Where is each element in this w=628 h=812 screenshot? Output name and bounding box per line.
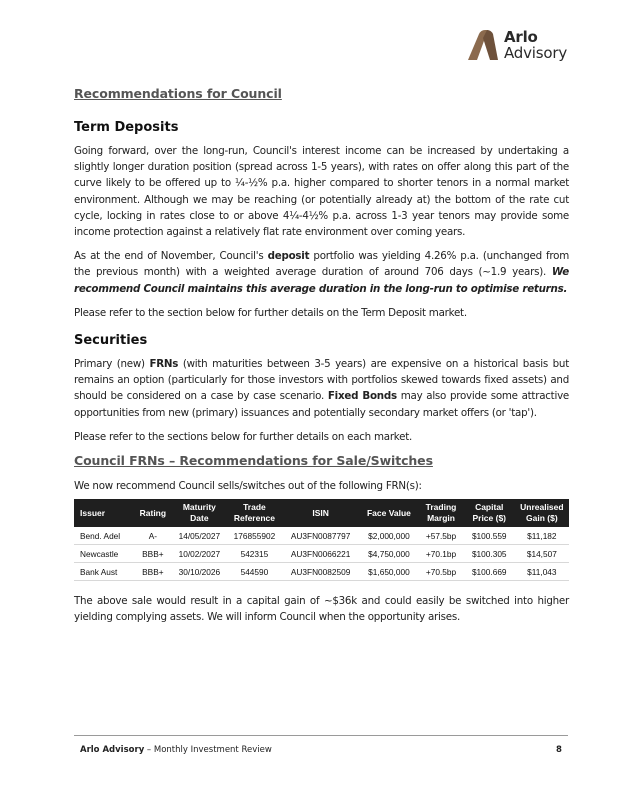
table-row: [74, 563, 569, 581]
col-header-trade-ref: Trade Reference: [233, 502, 275, 524]
brand-logo: [466, 28, 576, 64]
footer-brand: Arlo Advisory: [80, 745, 145, 755]
col-header-unrealised-gain: Unrealised Gain ($): [520, 502, 564, 524]
cell-face-value: $2,000,000: [368, 530, 410, 541]
page-number: 8: [556, 745, 562, 755]
cell-issuer: Newcastle: [80, 548, 119, 559]
cell-unrealised-gain: $11,182: [527, 530, 557, 541]
cell-face-value: $1,650,000: [368, 566, 410, 577]
term-deposits-paragraph-2: As at the end of November, Council's deposit portfolio was yielding 4.26% p.a. (unchanged from the previous month) with a weighted average duration of around 706 days (~1.9 years). We recommend Council maintains this average duration in the long-run to optimise returns.: [74, 250, 569, 295]
cell-capital-price: $100.669: [471, 566, 507, 577]
col-header-face-value: Face Value: [366, 507, 411, 518]
cell-issuer: Bend. Adel: [80, 530, 121, 541]
arlo-logo-icon: [466, 28, 500, 62]
frn-table: [74, 499, 569, 581]
cell-isin: AU3FN0087797: [290, 530, 351, 541]
securities-paragraph-2: Please refer to the sections below for further details on each market.: [74, 430, 413, 443]
col-header-isin: ISIN: [312, 507, 329, 518]
term-deposits-paragraph-3: Please refer to the section below for further details on the Term Deposit market.: [74, 306, 467, 319]
main-heading: Recommendations for Council: [74, 86, 282, 101]
cell-rating: BBB+: [142, 548, 164, 559]
cell-rating: BBB+: [142, 566, 164, 577]
table-row: [74, 527, 569, 545]
footer-text: [80, 745, 272, 755]
frn-intro: We now recommend Council sells/switches out of the following FRN(s):: [74, 480, 422, 493]
document-body: [74, 86, 569, 634]
cell-trade-ref: 544590: [240, 566, 269, 577]
cell-unrealised-gain: $11,043: [527, 566, 557, 577]
table-row: [74, 545, 569, 563]
cell-rating: A-: [148, 530, 157, 541]
cell-capital-price: $100.305: [471, 548, 507, 559]
cell-trading-margin: +57.5bp: [425, 530, 457, 541]
securities-paragraph-1: Primary (new) FRNs (with maturities between 3-5 years) are expensive on a historical basis but remains an option (particularly for those investors with portfolios skewed towards fixed assets) and should be considered on a case by case scenario. Fixed Bonds may also provide some attractive opportunities from new (primary) issuances and potentially secondary market offers (or 'tap').: [74, 358, 570, 419]
cell-issuer: Bank Aust: [80, 566, 118, 577]
col-header-trading-margin: Trading Margin: [425, 502, 457, 524]
frn-closing-paragraph: The above sale would result in a capital gain of ~$36k and could easily be switched into higher yielding complying assets. We will inform Council when the opportunity arises.: [74, 595, 569, 624]
cell-capital-price: $100.559: [471, 530, 507, 541]
cell-isin: AU3FN0082509: [290, 566, 351, 577]
cell-unrealised-gain: $14,507: [526, 548, 557, 559]
cell-trading-margin: +70.1bp: [425, 548, 457, 559]
footer-title: – Monthly Investment Review: [144, 745, 272, 755]
logo-line-1: Arlo: [504, 28, 538, 46]
cell-maturity: 10/02/2027: [178, 548, 221, 559]
col-header-maturity: Maturity Date: [182, 502, 216, 524]
cell-trade-ref: 176855902: [233, 530, 276, 541]
col-header-rating: Rating: [139, 507, 167, 518]
logo-line-2: Advisory: [504, 44, 567, 62]
col-header-capital-price: Capital Price ($): [472, 502, 507, 524]
term-deposits-heading: Term Deposits: [74, 120, 179, 135]
cell-maturity: 30/10/2026: [178, 566, 221, 577]
cell-isin: AU3FN0066221: [290, 548, 351, 559]
frn-table-header: [74, 499, 569, 527]
securities-heading: Securities: [74, 333, 148, 349]
footer-divider: [74, 735, 568, 736]
cell-maturity: 14/05/2027: [178, 530, 221, 541]
cell-face-value: $4,750,000: [368, 548, 410, 559]
term-deposits-paragraph-1: Going forward, over the long-run, Council's interest income can be increased by undertaking a slightly longer duration position (spread across 1-5 years), with rates on offer along this part of the curve likely to be offered up to ¼-½% p.a. higher compared to shorter tenors in a normal market environment. Although we may be reaching (or potentially already at) the bottom of the rate cut cycle, locking in rates close to or above 4¼-4½% p.a. across 1-3 year tenors may provide some income protection against a relatively flat rate environment over coming years.: [74, 145, 569, 239]
col-header-issuer: Issuer: [80, 507, 106, 518]
cell-trade-ref: 542315: [240, 548, 269, 559]
frn-heading: Council FRNs – Recommendations for Sale/Switches: [74, 453, 433, 469]
cell-trading-margin: +70.5bp: [425, 566, 457, 577]
